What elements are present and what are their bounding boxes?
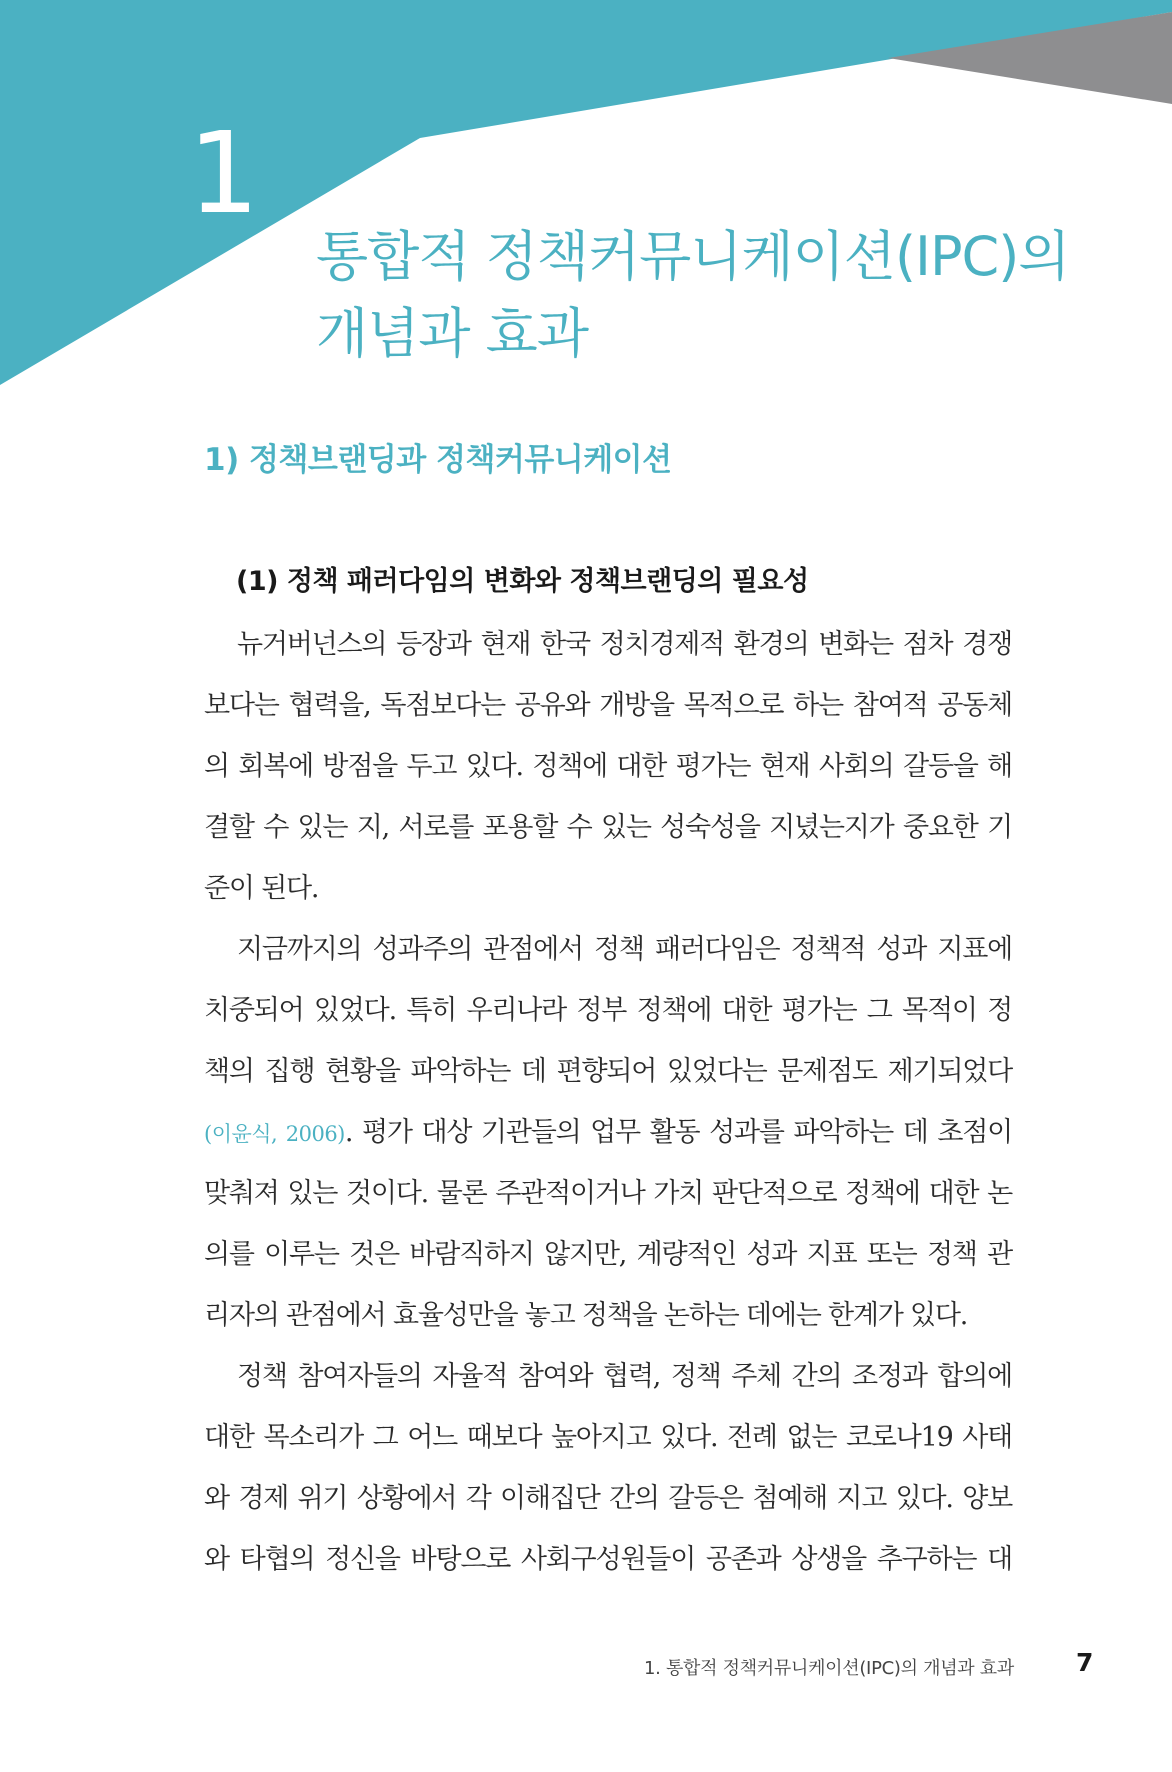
paragraph-line: 정책 참여자들의 자율적 참여와 협력, 정책 주체 간의 조정과 합의에 <box>237 1361 1012 1392</box>
chapter-number: 1 <box>188 109 260 239</box>
paragraph-line <box>204 1102 1012 1163</box>
paragraph-line: 의 회복에 방점을 두고 있다. 정책에 대한 평가는 현재 사회의 갈등을 해 <box>204 751 1012 782</box>
page-number: 7 <box>1076 1648 1094 1677</box>
chapter-title <box>316 218 1069 372</box>
paragraph-line: 의를 이루는 것은 바람직하지 않지만, 계량적인 성과 지표 또는 정책 관 <box>204 1239 1012 1270</box>
paragraph-line: 리자의 관점에서 효율성만을 놓고 정책을 논하는 데에는 한계가 있다. <box>204 1300 968 1331</box>
page-footer <box>0 1648 1172 1682</box>
subsection-heading: (1) 정책 패러다임의 변화와 정책브랜딩의 필요성 <box>236 566 809 597</box>
paragraph-line: 대한 목소리가 그 어느 때보다 높아지고 있다. 전례 없는 코로나19 사태 <box>204 1422 1012 1453</box>
paragraph-line: 결할 수 있는 지, 서로를 포용할 수 있는 성숙성을 지녔는지가 중요한 기 <box>204 812 1012 843</box>
paragraph-line: 치중되어 있었다. 특히 우리나라 정부 정책에 대한 평가는 그 목적이 정 <box>204 995 1012 1026</box>
paragraph-line: 와 경제 위기 상황에서 각 이해집단 간의 갈등은 첨예해 지고 있다. 양보 <box>204 1483 1012 1514</box>
paragraph-line: 보다는 협력을, 독점보다는 공유와 개방을 목적으로 하는 참여적 공동체 <box>204 690 1012 721</box>
paragraph-line: 뉴거버넌스의 등장과 현재 한국 정치경제적 환경의 변화는 점차 경쟁 <box>237 629 1012 660</box>
paragraph-line: 준이 된다. <box>204 873 319 904</box>
running-title: 1. 통합적 정책커뮤니케이션(IPC)의 개념과 효과 <box>643 1658 1014 1679</box>
citation: (이윤식, 2006) <box>204 1122 345 1146</box>
paragraph-line: 지금까지의 성과주의 관점에서 정책 패러다임은 정책적 성과 지표에 <box>237 934 1012 965</box>
paragraph-line: 책의 집행 현황을 파악하는 데 편향되어 있었다는 문제점도 제기되었다 <box>204 1056 1012 1087</box>
chapter-title-line: 통합적 정책커뮤니케이션(IPC)의 <box>316 225 1070 288</box>
paragraph-line: 와 타협의 정신을 바탕으로 사회구성원들이 공존과 상생을 추구하는 대 <box>204 1544 1012 1575</box>
paragraph-line-rest: . 평가 대상 기관들의 업무 활동 성과를 파악하는 데 초점이 <box>344 1117 1012 1148</box>
body-text <box>204 614 1012 1590</box>
paragraph-line: 맞춰져 있는 것이다. 물론 주관적이거나 가치 판단적으로 정책에 대한 논 <box>204 1178 1012 1209</box>
chapter-title-line: 개념과 효과 <box>316 302 588 365</box>
section-heading: 1) 정책브랜딩과 정책커뮤니케이션 <box>204 442 672 478</box>
